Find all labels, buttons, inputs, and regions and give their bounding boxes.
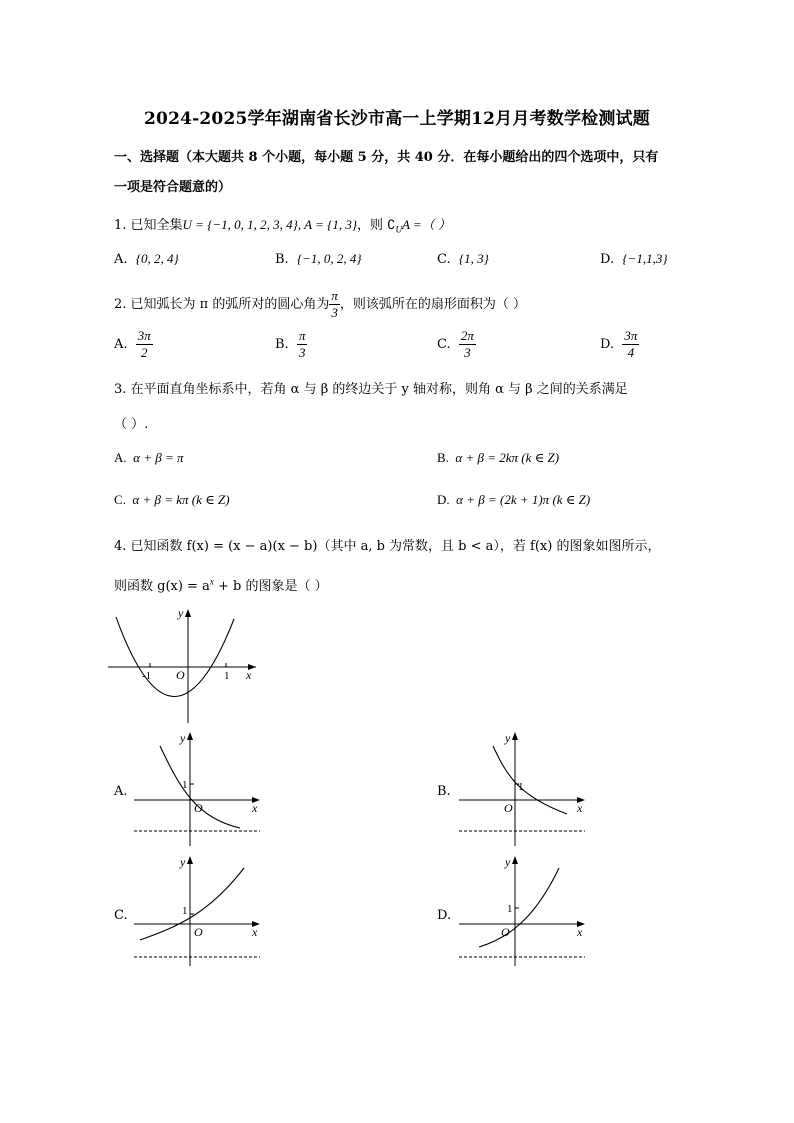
origin-label: O bbox=[194, 801, 203, 815]
option-label: B. bbox=[275, 252, 289, 267]
option-label: B. bbox=[437, 450, 449, 465]
q2-option-a[interactable] bbox=[114, 328, 153, 361]
y-axis-arrow bbox=[187, 856, 193, 864]
y-label: y bbox=[178, 606, 184, 620]
option-text: α + β = 2kπ (k ∈ Z) bbox=[455, 450, 560, 465]
q3-option-b[interactable] bbox=[437, 450, 559, 466]
option-label: C. bbox=[437, 337, 451, 352]
option-label: C. bbox=[437, 252, 451, 267]
option-fraction bbox=[297, 328, 308, 361]
x-label: x bbox=[577, 925, 583, 939]
parabola-curve bbox=[116, 617, 234, 697]
origin-label: O bbox=[176, 668, 185, 682]
q1-end: A =（ ） bbox=[401, 217, 451, 232]
origin-label: O bbox=[501, 925, 510, 939]
option-text: {−1,1,3} bbox=[622, 251, 668, 266]
q1-option-c[interactable] bbox=[437, 251, 489, 267]
q2-suffix: ，则该弧所在的扇形面积为（ ） bbox=[339, 297, 527, 312]
question-4: 4. 已知函数 f(x) = (x − a)(x − b)（其中 a, b 为常数，且 b < a），若 f(x) 的图象如图所示， bbox=[114, 539, 661, 554]
q4-option-b-label[interactable]: B. bbox=[437, 784, 451, 799]
option-label: D. bbox=[600, 337, 615, 352]
option-fraction bbox=[136, 328, 153, 361]
fraction-numerator: π bbox=[298, 328, 306, 343]
y-axis-arrow bbox=[512, 732, 518, 740]
question-3-cont: （ ）. bbox=[114, 417, 149, 432]
curve bbox=[160, 746, 240, 828]
x-label: x bbox=[252, 801, 258, 815]
option-text: {−1, 0, 2, 4} bbox=[296, 251, 362, 266]
question-2 bbox=[114, 288, 526, 321]
q1-sub: U bbox=[395, 224, 402, 235]
q2-prefix: 2. 已知弧长为 π 的弧所对的圆心角为 bbox=[114, 297, 330, 312]
q1-prefix: 1. 已知全集 bbox=[114, 218, 183, 233]
x-label: x bbox=[246, 668, 252, 682]
q4-option-c-label[interactable]: C. bbox=[114, 908, 128, 923]
option-label: A. bbox=[114, 450, 127, 465]
fraction-numerator: 2π bbox=[460, 328, 474, 343]
option-label: B. bbox=[275, 337, 289, 352]
q1-sets: U = {−1, 0, 1, 2, 3, 4}, A = {1, 3} bbox=[182, 217, 358, 232]
q4-line2: 则函数 g(x) = a bbox=[114, 579, 210, 594]
y-label: y bbox=[180, 855, 186, 869]
question-4-cont bbox=[114, 575, 328, 594]
y-label: y bbox=[505, 855, 511, 869]
option-text: {1, 3} bbox=[458, 251, 489, 266]
q4-option-d-label[interactable]: D. bbox=[437, 908, 452, 923]
q2-option-c[interactable] bbox=[437, 328, 476, 361]
option-text: {0, 2, 4} bbox=[135, 251, 179, 266]
q2-option-d[interactable] bbox=[600, 328, 639, 361]
fraction-denominator: 2 bbox=[141, 345, 148, 360]
option-fraction bbox=[622, 328, 639, 361]
q4-option-a-label[interactable]: A. bbox=[114, 784, 128, 799]
tick-label: 1 bbox=[518, 781, 524, 793]
option-text: α + β = π bbox=[133, 450, 184, 465]
y-axis-arrow bbox=[185, 609, 191, 617]
option-label: A. bbox=[114, 252, 128, 267]
y-axis-arrow bbox=[187, 732, 193, 740]
tick-label-neg: -1 bbox=[142, 670, 152, 682]
q3-option-a[interactable] bbox=[114, 450, 184, 466]
question-1 bbox=[114, 214, 451, 235]
fraction-denominator: 3 bbox=[464, 345, 471, 360]
q4-option-c-graph[interactable] bbox=[130, 852, 270, 968]
q3-option-c[interactable] bbox=[114, 492, 230, 508]
option-text: α + β = (2k + 1)π (k ∈ Z) bbox=[456, 492, 591, 507]
fraction-denominator: 4 bbox=[627, 345, 635, 360]
section-heading: 一、选择题（本大题共 8 个小题，每小题 5 分，共 40 分．在每小题给出的四个选项中，只有 bbox=[114, 150, 659, 165]
fraction-denominator: 3 bbox=[331, 305, 338, 320]
main-graph bbox=[108, 605, 268, 725]
fraction-numerator: π bbox=[331, 288, 338, 303]
option-label: C. bbox=[114, 492, 126, 507]
curve bbox=[140, 868, 244, 940]
y-label: y bbox=[505, 731, 511, 745]
y-axis-arrow bbox=[512, 856, 518, 864]
fraction-denominator: 3 bbox=[298, 345, 306, 360]
x-label: x bbox=[252, 925, 258, 939]
option-fraction bbox=[459, 328, 476, 361]
q4-option-d-graph[interactable] bbox=[455, 852, 595, 968]
q3-option-d[interactable] bbox=[437, 492, 590, 508]
q4-exponent: x bbox=[209, 576, 214, 587]
q1-option-b[interactable] bbox=[275, 251, 362, 267]
section-heading-cont: 一项是符合题意的） bbox=[114, 180, 232, 195]
option-text: α + β = kπ (k ∈ Z) bbox=[132, 492, 230, 507]
fraction-numerator: 3π bbox=[137, 328, 151, 343]
q1-suffix: ，则 ∁ bbox=[357, 218, 396, 233]
option-label: D. bbox=[600, 252, 615, 267]
q4-option-b-graph[interactable] bbox=[455, 728, 595, 848]
origin-label: O bbox=[504, 801, 513, 815]
option-label: D. bbox=[437, 492, 450, 507]
tick-label: 1 bbox=[507, 903, 513, 915]
question-3: 3. 在平面直角坐标系中，若角 α 与 β 的终边关于 y 轴对称，则角 α 与 β 之间的关系满足 bbox=[114, 382, 628, 397]
q1-option-a[interactable] bbox=[114, 251, 179, 267]
q2-option-b[interactable] bbox=[275, 328, 307, 361]
tick-label: 1 bbox=[182, 779, 188, 791]
y-label: y bbox=[180, 731, 186, 745]
x-label: x bbox=[577, 801, 583, 815]
tick-label: 1 bbox=[182, 905, 188, 917]
q2-fraction bbox=[329, 288, 340, 321]
page-title: 2024-2025学年湖南省长沙市高一上学期12月月考数学检测试题 bbox=[144, 109, 650, 129]
q4-line2-end: + b 的图象是（ ） bbox=[213, 579, 328, 594]
origin-label: O bbox=[194, 925, 203, 939]
q4-option-a-graph[interactable] bbox=[130, 728, 270, 848]
fraction-numerator: 3π bbox=[624, 328, 638, 343]
tick-label-pos: 1 bbox=[224, 670, 230, 682]
option-label: A. bbox=[114, 337, 128, 352]
q1-option-d[interactable] bbox=[600, 251, 668, 267]
